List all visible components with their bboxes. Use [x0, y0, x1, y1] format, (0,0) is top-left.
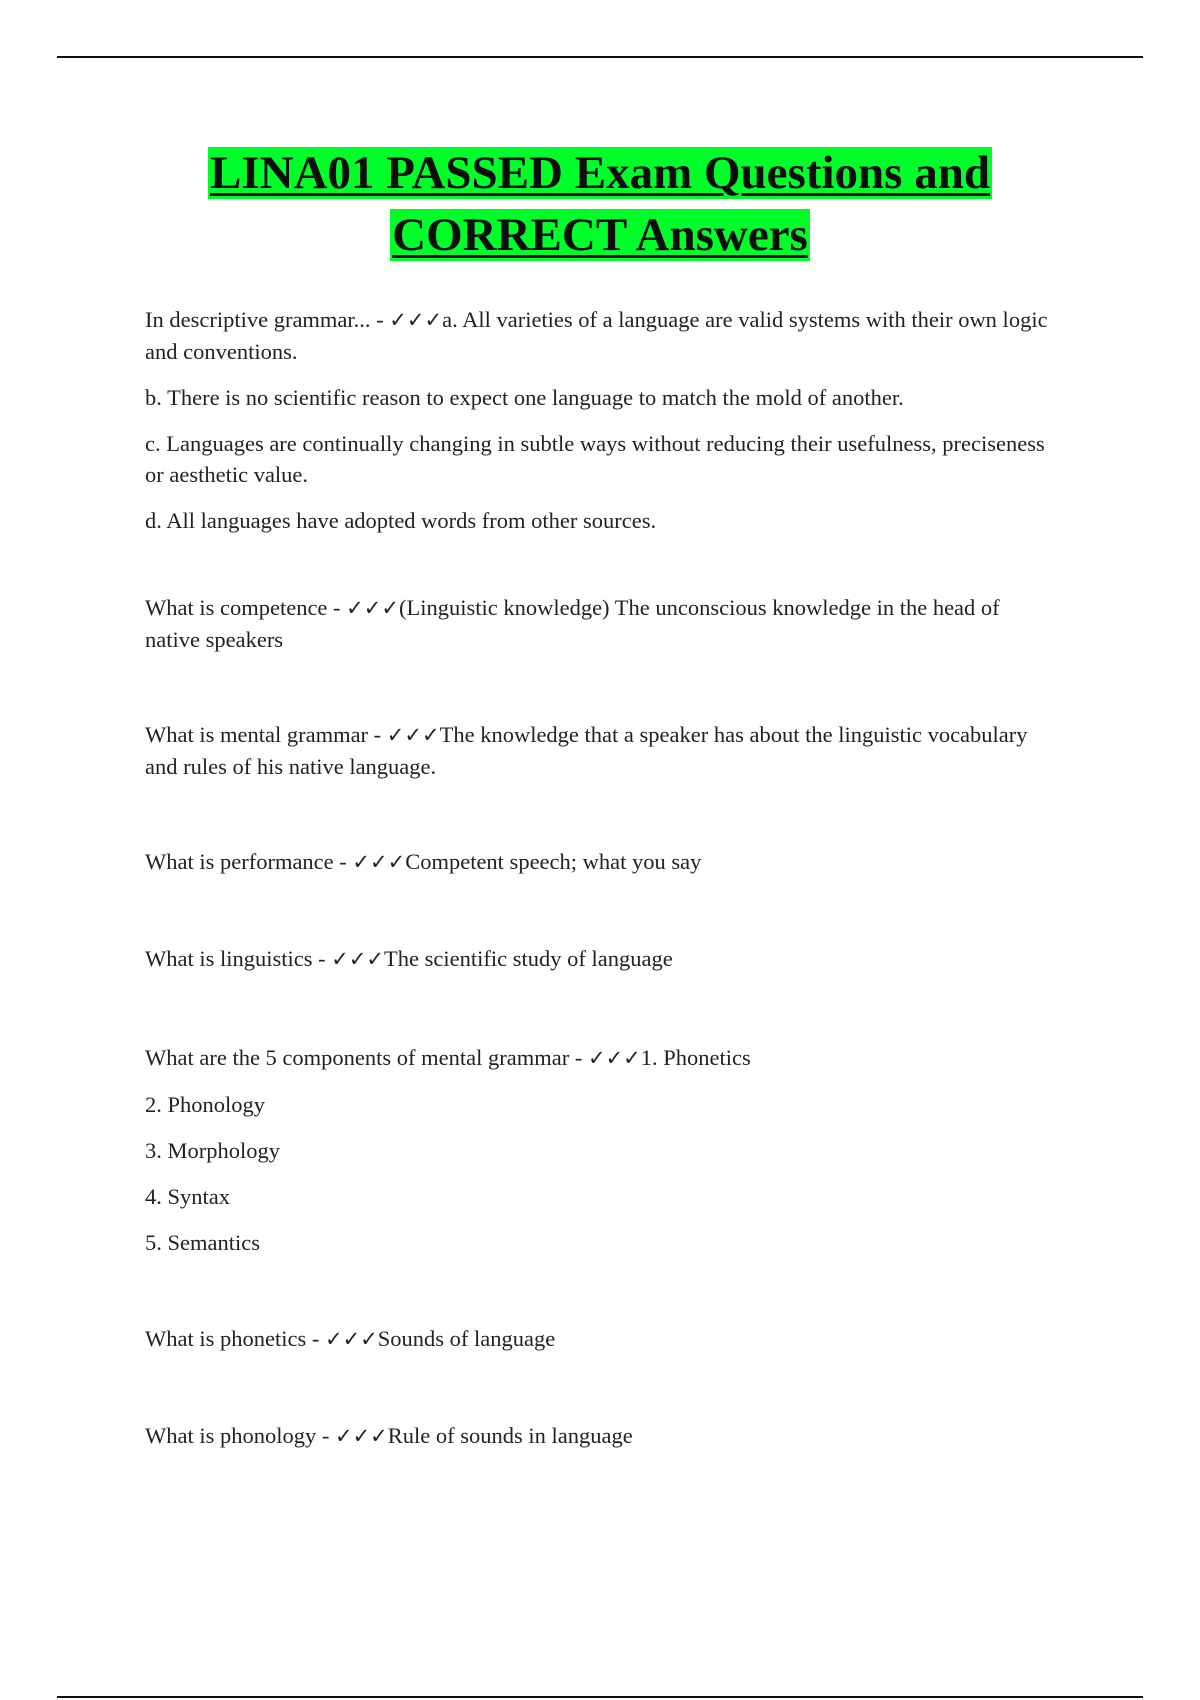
question-text: What is mental grammar -: [145, 722, 387, 747]
question-text: In descriptive grammar... -: [145, 307, 390, 332]
answer-text: a. All varieties of a language are valid systems with their own logic and conventions.: [145, 307, 1048, 364]
qa-entry-competence: [145, 592, 1055, 670]
question-text: What is competence -: [145, 595, 347, 620]
qa-question-line: [145, 592, 1055, 655]
qa-entry-phonetics: [145, 1323, 1055, 1370]
check-marks-icon: ✓✓✓: [352, 850, 406, 874]
qa-question-line: [145, 1323, 1055, 1355]
answer-continuation: d. All languages have adopted words from other sources.: [145, 508, 657, 533]
list-item: 4. Syntax: [145, 1184, 231, 1209]
check-marks-icon: ✓✓✓: [334, 1424, 388, 1448]
check-marks-icon: ✓✓✓: [331, 947, 385, 971]
question-text: What is phonology -: [145, 1423, 335, 1448]
list-item: 3. Morphology: [145, 1138, 280, 1163]
answer-text: Sounds of language: [377, 1326, 556, 1351]
answer-continuation: b. There is no scientific reason to expect one language to match the mold of another.: [145, 385, 904, 410]
title-line-1: LINA01 PASSED Exam Questions and: [209, 147, 991, 199]
qa-entry-linguistics: [145, 943, 1055, 990]
qa-question-line: [145, 943, 1055, 975]
check-marks-icon: ✓✓✓: [587, 1046, 641, 1070]
qa-entry-mental-grammar: [145, 719, 1055, 797]
qa-entry-components: [145, 1042, 1055, 1273]
check-marks-icon: ✓✓✓: [386, 723, 440, 747]
check-marks-icon: ✓✓✓: [324, 1327, 378, 1351]
answer-continuation: c. Languages are continually changing in subtle ways without reducing their usefulness, preciseness or aesthetic value.: [145, 431, 1045, 487]
list-item: 5. Semantics: [145, 1230, 260, 1255]
top-rule: [57, 56, 1143, 58]
qa-question-line: [145, 846, 1055, 878]
check-marks-icon: ✓✓✓: [389, 308, 443, 332]
answer-text: 1. Phonetics: [640, 1045, 751, 1070]
qa-question-line: [145, 304, 1055, 367]
qa-entry-descriptive-grammar: [145, 304, 1055, 551]
title-line-2: CORRECT Answers: [392, 209, 808, 261]
qa-question-line: [145, 1042, 1055, 1074]
qa-question-line: [145, 1420, 1055, 1452]
list-item: 2. Phonology: [145, 1092, 266, 1117]
answer-text: Competent speech; what you say: [405, 849, 702, 874]
answer-text: The knowledge that a speaker has about the linguistic vocabulary and rules of his native language.: [145, 722, 1028, 779]
check-marks-icon: ✓✓✓: [346, 596, 399, 620]
question-text: What are the 5 components of mental grammar -: [145, 1045, 588, 1070]
question-text: What is phonetics -: [145, 1326, 325, 1351]
qa-entry-performance: [145, 846, 1055, 893]
question-text: What is performance -: [145, 849, 353, 874]
qa-question-line: [145, 719, 1055, 782]
answer-text: (Linguistic knowledge) The unconscious knowledge in the head of native speakers: [145, 595, 1000, 652]
bottom-rule: [57, 1696, 1143, 1698]
answer-text: Rule of sounds in language: [387, 1423, 633, 1448]
document-title: [0, 142, 1200, 266]
question-text: What is linguistics -: [145, 946, 332, 971]
qa-entry-phonology: [145, 1420, 1055, 1467]
answer-text: The scientific study of language: [384, 946, 673, 971]
